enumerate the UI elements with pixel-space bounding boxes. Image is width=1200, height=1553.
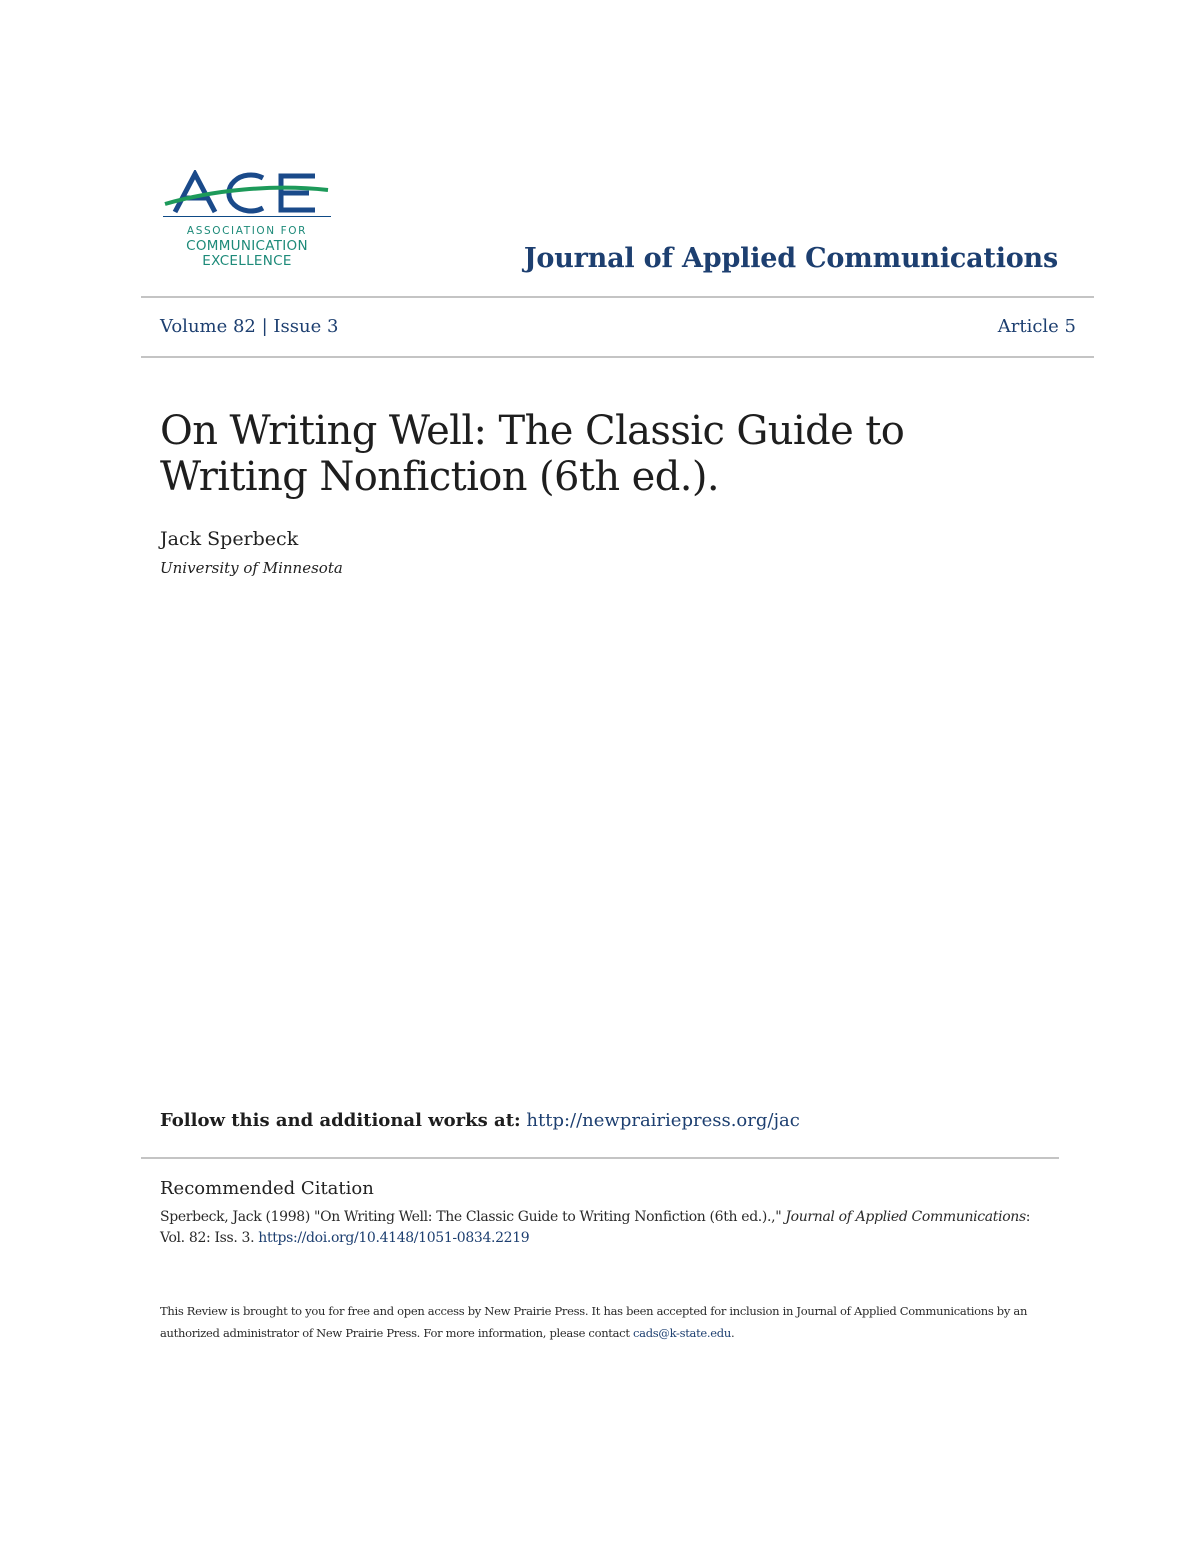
journal-title[interactable]: Journal of Applied Communications [523, 243, 1058, 274]
volume-issue[interactable]: Volume 82 | Issue 3 [160, 316, 339, 337]
notice-end: . [730, 1326, 735, 1340]
follow-line [160, 1110, 800, 1131]
logo-line-communication: COMMUNICATION [186, 238, 308, 254]
notice-text: This Review is brought to you for free and open access by New Prairie Press. It has been accepted for inclusion in Journal of Applied Communications by an authorized administrator of New Prairie Press. For more information, please contact [160, 1304, 1028, 1340]
header-divider-bottom [141, 356, 1094, 358]
citation-journal: Journal of Applied Communications [785, 1209, 1026, 1225]
access-notice [160, 1300, 1040, 1344]
citation-text-before: Sperbeck, Jack (1998) "On Writing Well: The Classic Guide to Writing Nonfiction (6th ed.).," [160, 1209, 782, 1225]
citation-text [160, 1207, 1040, 1249]
logo-line-excellence: EXCELLENCE [202, 253, 292, 269]
follow-link[interactable]: http://newprairiepress.org/jac [526, 1110, 800, 1131]
citation-doi-link[interactable]: https://doi.org/10.4148/1051-0834.2219 [258, 1230, 530, 1246]
citation-text-after: : Vol. 82: Iss. 3. [160, 1209, 1031, 1246]
ace-logo-swoosh [165, 188, 328, 204]
logo-divider [163, 216, 331, 217]
author-name: Jack Sperbeck [160, 528, 299, 550]
logo-text [163, 224, 331, 269]
ace-logo-mark [175, 174, 315, 212]
citation-divider [141, 1157, 1059, 1159]
article-number[interactable]: Article 5 [997, 316, 1076, 337]
document-title: On Writing Well: The Classic Guide to Writing Nonfiction (6th ed.). [160, 408, 905, 500]
header-divider-top [141, 296, 1094, 298]
recommended-citation-heading: Recommended Citation [160, 1178, 374, 1199]
logo-line-association: ASSOCIATION FOR [186, 225, 308, 237]
follow-label: Follow this and additional works at: [160, 1110, 521, 1131]
contact-email-link[interactable]: cads@k-state.edu [633, 1326, 731, 1340]
author-affiliation: University of Minnesota [160, 559, 343, 577]
